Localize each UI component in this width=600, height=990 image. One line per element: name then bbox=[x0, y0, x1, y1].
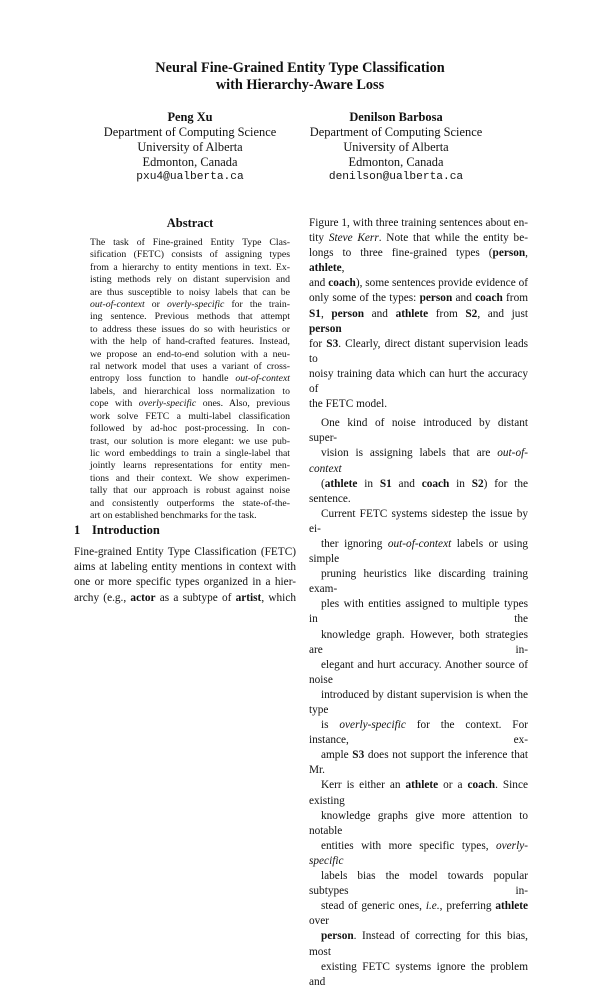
text-line: are thus susceptible to noisy labels that can be bbox=[90, 286, 290, 298]
text-line: and coach), some sentences provide evidence of bbox=[309, 277, 528, 290]
text-line: trast, our solution is more elegant: we use pub- bbox=[90, 435, 290, 447]
text-line: and consistently outperforms the state-of-the- bbox=[90, 497, 290, 509]
text-line: jointly learns representations for entity men- bbox=[90, 460, 290, 472]
text-line: pruning heuristics like discarding training exam- bbox=[309, 568, 528, 596]
text-line: knowledge graphs give more attention to notable bbox=[309, 809, 528, 837]
text-line: from a hierarchy to entity mentions in text. Ex- bbox=[90, 261, 290, 273]
text-line: elegant and hurt accuracy. Another source of noise bbox=[309, 658, 528, 686]
text-line: tity Steve Kerr. Note that while the entity be- bbox=[309, 232, 528, 245]
abstract-heading: Abstract bbox=[166, 216, 214, 230]
text-line: work solve FETC a multi-label classification bbox=[90, 410, 290, 422]
author-email: pxu4@ualberta.ca bbox=[136, 171, 244, 183]
text-line: followed by ad-hoc post-processing. In con- bbox=[90, 423, 290, 435]
text-line: Fine-grained Entity Type Classification (FETC) bbox=[74, 546, 296, 558]
right-paragraph-1 bbox=[309, 216, 528, 412]
text-line: ing sentence. Previous methods that attempt bbox=[90, 311, 290, 323]
text-line: The task of Fine-grained Entity Type Clas- bbox=[90, 237, 290, 248]
author-name: Denilson Barbosa bbox=[349, 110, 443, 124]
author-university: University of Alberta bbox=[343, 140, 449, 154]
text-line: entropy loss function to handle out-of-context bbox=[90, 373, 290, 385]
text-line: knowledge graph. However, both strategies are in- bbox=[309, 628, 528, 656]
text-line: lic word embeddings to train a single-label that bbox=[90, 447, 290, 459]
author-department: Department of Computing Science bbox=[103, 125, 277, 139]
text-line: Kerr is either an athlete or a coach. Since existing bbox=[309, 779, 528, 807]
introduction-body bbox=[74, 545, 296, 606]
paper-title bbox=[0, 60, 600, 94]
author-department: Department of Computing Science bbox=[309, 125, 483, 139]
text-line: noisy training data which can hurt the accuracy of bbox=[309, 367, 528, 396]
text-line: stead of generic ones, i.e., preferring athlete over bbox=[309, 900, 528, 928]
text-line: vision is assigning labels that are out-of-context bbox=[309, 447, 528, 475]
section-title: Introduction bbox=[92, 523, 160, 537]
author-block-2 bbox=[286, 110, 506, 185]
text-line: One kind of noise introduced by distant super- bbox=[309, 417, 528, 445]
text-line: to address these issues do so with heuristics or bbox=[90, 323, 290, 335]
text-line: person. Instead of correcting for this bias, most bbox=[309, 930, 528, 958]
author-university: University of Alberta bbox=[137, 140, 243, 154]
author-block-1 bbox=[80, 110, 300, 185]
author-email: denilson@ualberta.ca bbox=[328, 171, 464, 183]
text-line: introduced by distant supervision is when the type bbox=[309, 688, 528, 716]
text-line: ral network model that uses a variant of cross- bbox=[90, 361, 290, 373]
text-line: ample S3 does not support the inference that Mr. bbox=[309, 749, 528, 777]
text-line: ples with entities assigned to multiple types in the bbox=[309, 598, 528, 626]
author-location: Edmonton, Canada bbox=[142, 155, 238, 169]
text-line: we propose an end-to-end solution with a neu- bbox=[90, 348, 290, 360]
text-line: S1, person and athlete from S2, and just person bbox=[309, 307, 528, 335]
text-line: sification (FETC) consists of assigning types bbox=[90, 249, 290, 261]
text-line: labels bias the model towards popular subtypes in- bbox=[309, 870, 528, 898]
text-line: Current FETC systems sidestep the issue by ei- bbox=[309, 507, 528, 535]
text-line: for S3. Clearly, direct distant supervision leads to bbox=[309, 337, 528, 365]
text-line: one or more specific types organized in a hier- bbox=[74, 576, 296, 589]
text-line: tions and their context. We show experimen- bbox=[90, 472, 290, 484]
text-line: (athlete in S1 and coach in S2) for the sentence. bbox=[309, 477, 529, 505]
title-line-2: with Hierarchy-Aware Loss bbox=[215, 77, 385, 93]
text-line: longs to three fine-grained types (person, athlete, bbox=[309, 247, 528, 275]
text-line: labels, and hierarchical loss normalization to bbox=[90, 385, 290, 397]
text-line: ther ignoring out-of-context labels or using simple bbox=[309, 537, 528, 566]
section-number: 1 bbox=[74, 523, 81, 537]
right-column bbox=[309, 216, 528, 990]
text-line: only some of the types: person and coach from bbox=[309, 292, 529, 305]
text-line: Figure 1, with three training sentences about en- bbox=[309, 217, 528, 229]
text-line: out-of-context or overly-specific for the train- bbox=[90, 299, 290, 311]
title-line-1: Neural Fine-Grained Entity Type Classification bbox=[155, 60, 445, 76]
text-line: archy (e.g., actor as a subtype of artist, which bbox=[74, 591, 296, 604]
text-line: existing FETC systems ignore the problem and bbox=[309, 960, 528, 988]
abstract-body bbox=[90, 237, 290, 522]
text-line: entities with more specific types, overly-specific bbox=[309, 839, 528, 867]
text-line: tally that our approach is robust against noise bbox=[90, 485, 290, 497]
text-line: with the help of hand-crafted features. Instead, bbox=[90, 336, 290, 348]
author-location: Edmonton, Canada bbox=[348, 155, 444, 169]
text-line: aims at labeling entity mentions in context with bbox=[74, 561, 296, 574]
text-line: isting methods rely on distant supervision and bbox=[90, 274, 290, 286]
text-line: cope with overly-specific ones. Also, previous bbox=[90, 398, 290, 410]
right-paragraph-2 bbox=[309, 416, 528, 990]
text-line: is overly-specific for the context. For instance, ex- bbox=[309, 719, 529, 747]
author-name: Peng Xu bbox=[167, 110, 213, 124]
text-line: art on established benchmarks for the task. bbox=[90, 509, 257, 521]
text-line: the FETC model. bbox=[309, 398, 388, 411]
section-heading-introduction bbox=[74, 523, 314, 538]
